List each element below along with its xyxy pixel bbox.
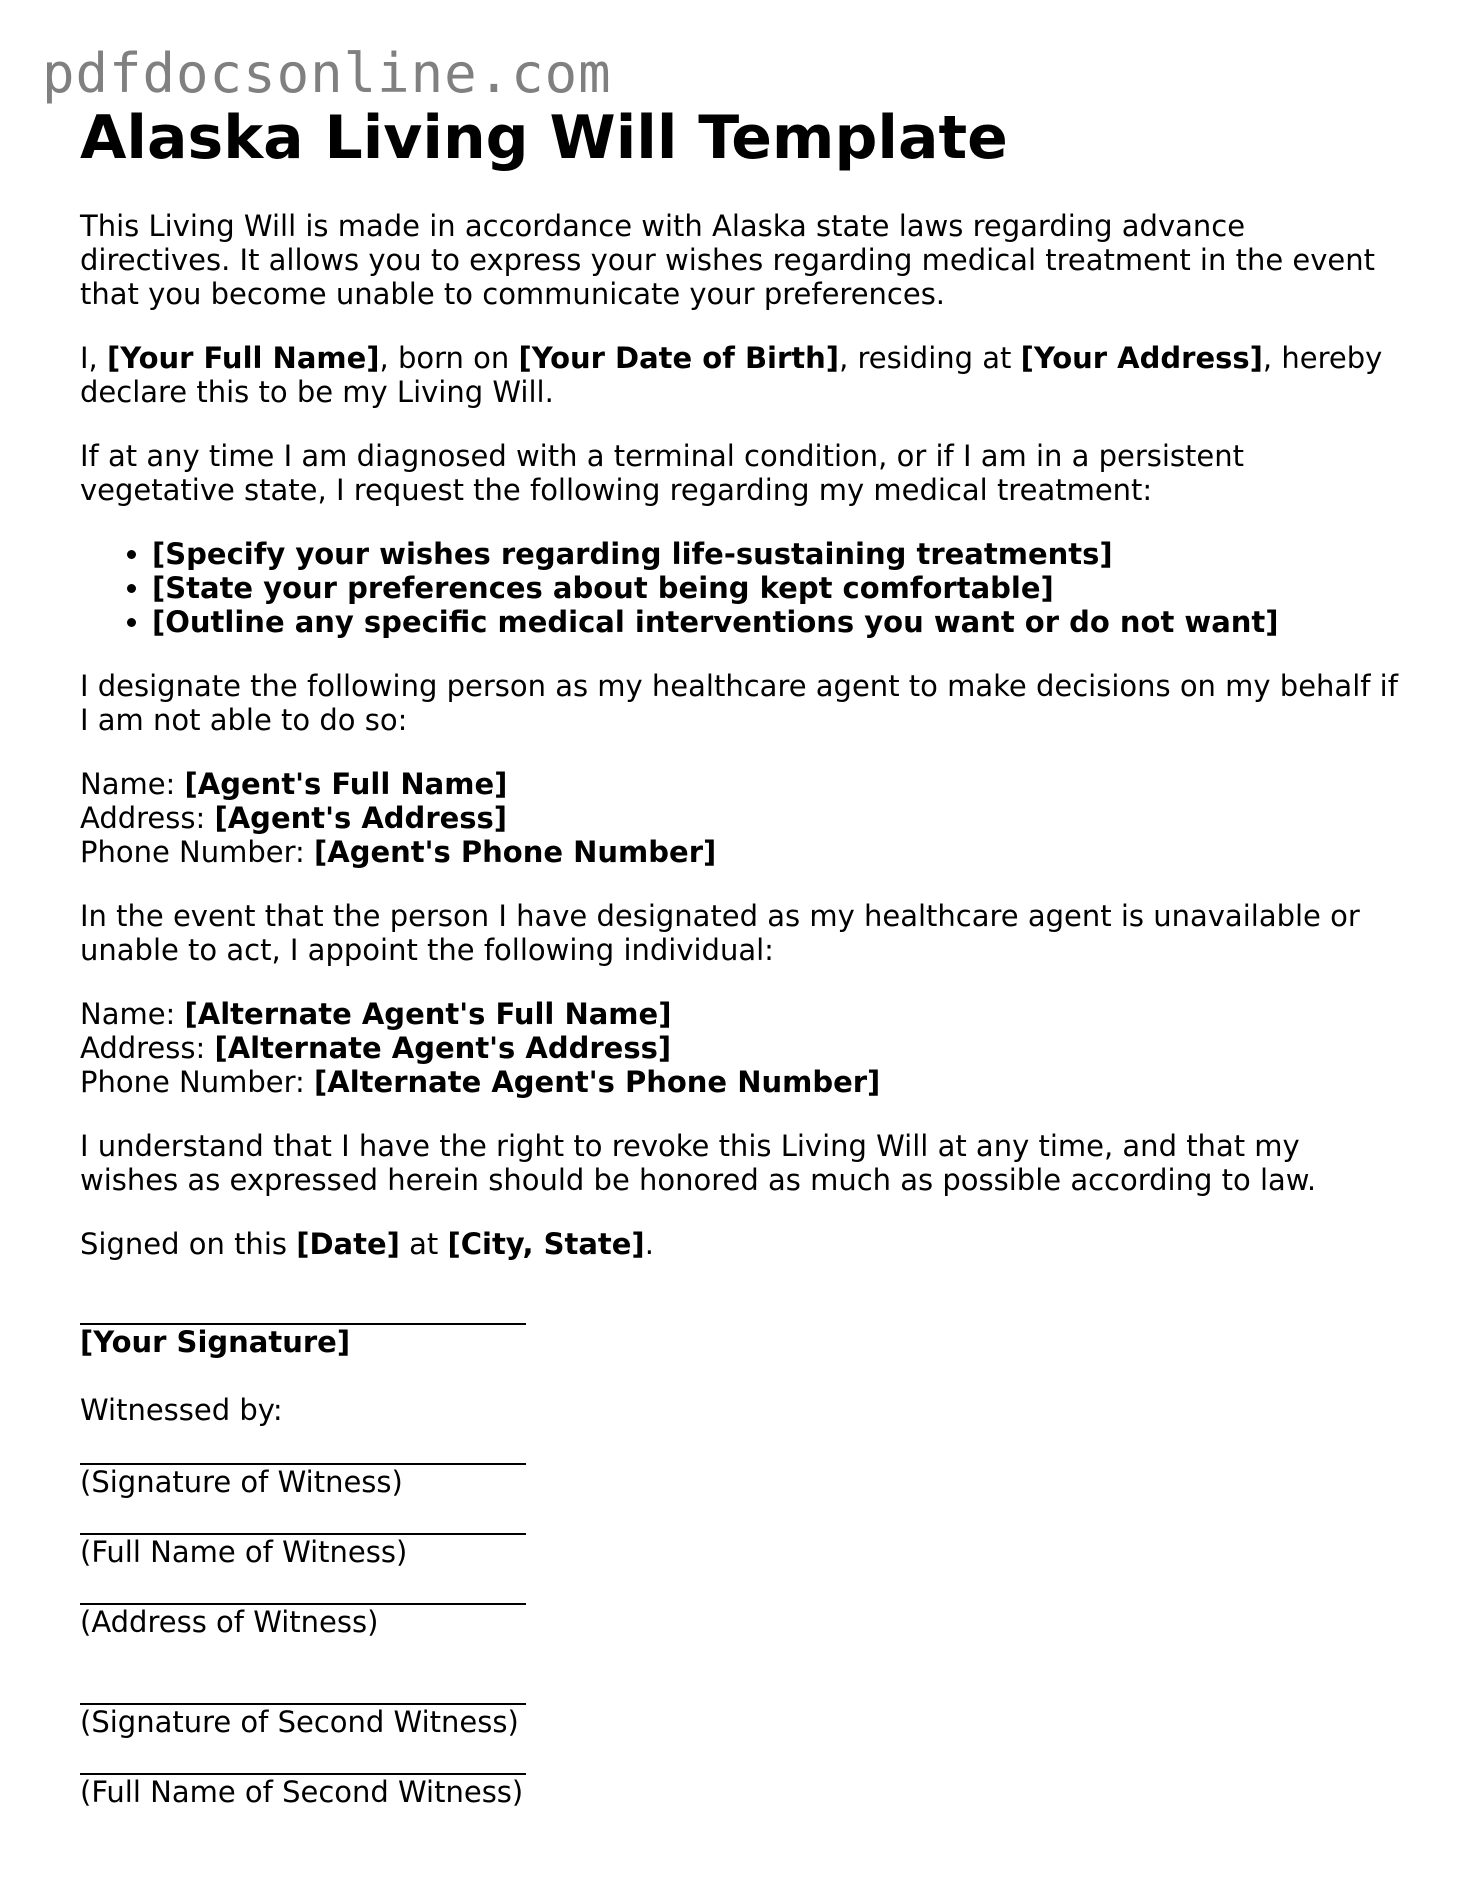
agent-name-line (80, 767, 1400, 801)
alternate-agent-details (80, 997, 1400, 1099)
condition-paragraph: If at any time I am diagnosed with a terminal condition, or if I am in a persistent vegetative state, I request the following regarding my medical treatment: (80, 439, 1245, 507)
declaration-suffix: , hereby declare this to be my Living Will. (80, 341, 1383, 409)
signed-suffix: . (644, 1227, 654, 1261)
alternate-address-placeholder: [Alternate Agent's Address] (214, 1031, 672, 1065)
watermark: pdfdocsonline.com (42, 42, 612, 105)
wishes-list-item: • [Specify your wishes regarding life-sustaining treatments] (152, 537, 1400, 571)
witness-signature-label: (Signature of Witness) (80, 1465, 403, 1499)
agent-name-placeholder: [Agent's Full Name] (184, 767, 508, 801)
agent-address-line (80, 801, 1400, 835)
alternate-name-line (80, 997, 1400, 1031)
dob-placeholder: [Your Date of Birth] (518, 341, 840, 375)
alternate-phone-placeholder: [Alternate Agent's Phone Number] (314, 1065, 881, 1099)
signed-paragraph (80, 1227, 1400, 1261)
alternate-intro-paragraph: In the event that the person I have designated as my healthcare agent is unavailable or unable to act, I appoint the following individual: (80, 899, 1360, 967)
witnessed-by-label: Witnessed by: (80, 1393, 283, 1427)
signed-prefix: Signed on this (80, 1227, 297, 1261)
alternate-address-line (80, 1031, 1400, 1065)
signed-at: at (399, 1227, 448, 1261)
witness-address-label: (Address of Witness) (80, 1605, 379, 1639)
agent-name-label: Name: (80, 767, 185, 801)
agent-phone-line (80, 835, 1400, 869)
wishes-list (80, 537, 1400, 639)
wishes-list-item: • [Outline any specific medical interventions you want or do not want] (152, 605, 1400, 639)
full-name-placeholder: [Your Full Name] (107, 341, 380, 375)
agent-address-label: Address: (80, 801, 215, 835)
agent-details (80, 767, 1400, 869)
alternate-address-label: Address: (80, 1031, 215, 1065)
agent-phone-label: Phone Number: (80, 835, 315, 869)
address-placeholder: [Your Address] (1020, 341, 1263, 375)
alternate-phone-line (80, 1065, 1400, 1099)
alternate-phone-label: Phone Number: (80, 1065, 315, 1099)
declaration-prefix: I, (80, 341, 107, 375)
agent-phone-placeholder: [Agent's Phone Number] (314, 835, 717, 869)
alternate-name-placeholder: [Alternate Agent's Full Name] (184, 997, 672, 1031)
declaration-residing-at: , residing at (839, 341, 1021, 375)
alternate-name-label: Name: (80, 997, 185, 1031)
agent-address-placeholder: [Agent's Address] (214, 801, 508, 835)
intro-paragraph: This Living Will is made in accordance with Alaska state laws regarding advance directives. It allows you to express your wishes regarding medical treatment in the event that you become unable to communicate your preferences. (80, 209, 1375, 311)
declaration-born-on: , born on (379, 341, 519, 375)
date-placeholder: [Date] (296, 1227, 400, 1261)
signature-label: [Your Signature] (80, 1325, 351, 1359)
second-witness-name-label: (Full Name of Second Witness) (80, 1775, 524, 1809)
wishes-list-item: • [State your preferences about being kept comfortable] (152, 571, 1400, 605)
agent-intro-paragraph: I designate the following person as my healthcare agent to make decisions on my behalf if I am not able to do so: (80, 669, 1398, 737)
second-witness-signature-label: (Signature of Second Witness) (80, 1705, 519, 1739)
document-title: Alaska Living Will Template (80, 103, 1008, 173)
revoke-paragraph: I understand that I have the right to revoke this Living Will at any time, and that my wishes as expressed herein should be honored as much as possible according to law. (80, 1129, 1317, 1197)
declaration-paragraph (80, 341, 1400, 409)
document-page (80, 100, 1400, 1809)
witness-name-label: (Full Name of Witness) (80, 1535, 408, 1569)
city-state-placeholder: [City, State] (447, 1227, 645, 1261)
